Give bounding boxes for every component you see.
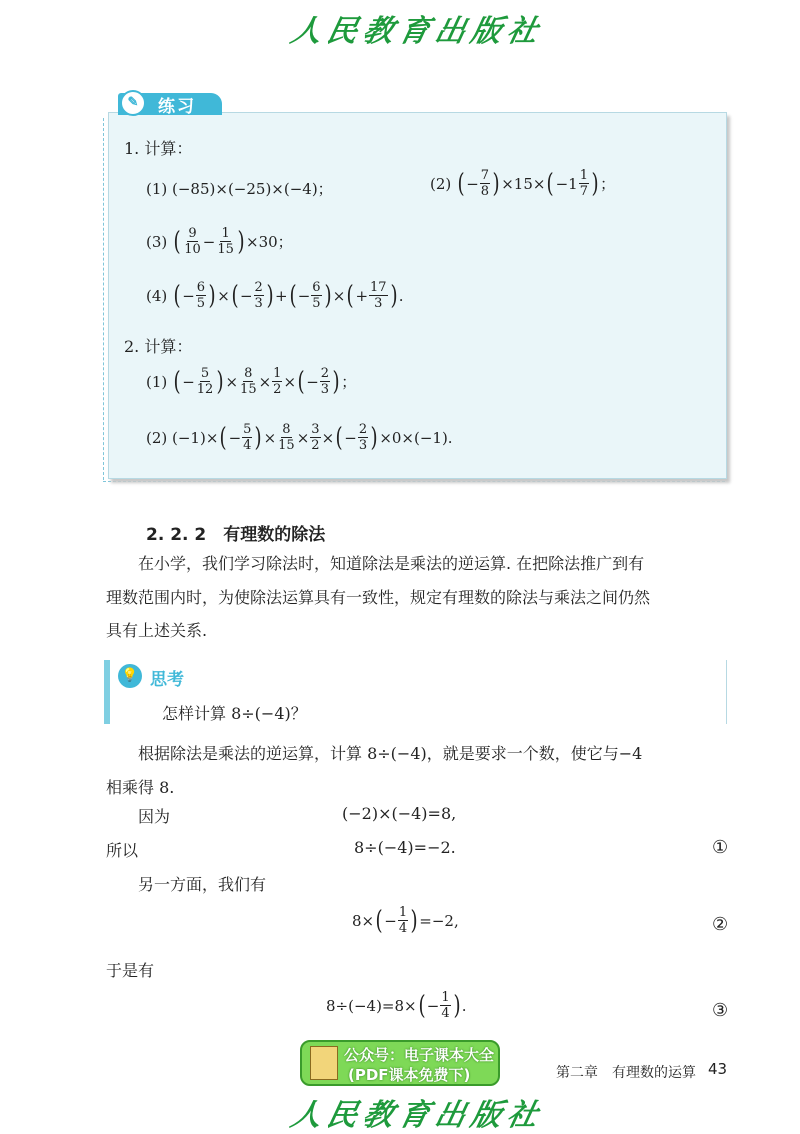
- exercise-title: 练习: [158, 97, 196, 117]
- exercise-q1-part1: (1) (−85)×(−25)×(−4)；: [146, 180, 333, 198]
- body-paragraph-line2: 相乘得 8.: [106, 778, 175, 797]
- exercise-dashed-border-left: [103, 118, 104, 480]
- equation-number-3: ③: [712, 1000, 729, 1021]
- page-number: 43: [708, 1060, 728, 1078]
- body-paragraph-line1: 根据除法是乘法的逆运算，计算 8÷(−4)，就是要求一个数，使它与−4: [138, 744, 643, 763]
- equation-3: 8÷(−4)=8× ( − $\frac{1}{4}$ ) .: [326, 990, 467, 1021]
- equation-2: 8× ( − $\frac{1}{4}$ ) =−2,: [352, 905, 459, 936]
- so-label: 所以: [106, 841, 139, 860]
- so-equation: 8÷(−4)=−2.: [354, 838, 456, 857]
- exercise-q1-part3: (3) ( $\frac{9}{10}$ − $\frac{1}{15}$ ) ×30；: [146, 226, 293, 257]
- exercise-q1-label: 1. 计算：: [124, 139, 193, 158]
- thus-label: 于是有: [106, 961, 155, 980]
- exercise-q2-part1: (1) ( − $\frac{5}{12}$ ) × $\frac{8}{15}$ × $\frac{1}{2}$ × ( − $\frac{2}{3}$ ) ；: [146, 366, 357, 397]
- because-label: 因为: [138, 807, 171, 826]
- section-paragraph-line2: 理数范围内时，为使除法运算具有一致性，规定有理数的除法与乘法之间仍然: [106, 588, 651, 607]
- exercise-q1-part2: (2) ( − $\frac{7}{8}$ ) ×15× ( −1 $\frac{1}{7}$ ) ；: [430, 168, 616, 199]
- publisher-logo-top: 人民教育出版社: [287, 14, 547, 49]
- think-question: 怎样计算 8÷(−4)？: [162, 704, 307, 723]
- think-box-bar: [104, 660, 110, 724]
- section-paragraph-line3: 具有上述关系.: [106, 621, 208, 640]
- exercise-q1-part4: (4) ( − $\frac{6}{5}$ ) × ( − $\frac{2}{3}$ ) + ( − $\frac{6}{5}$ ) × ( + $\frac{17}{3}$ ) .: [146, 280, 404, 311]
- lightbulb-icon: 💡: [118, 664, 142, 688]
- book-icon: [310, 1046, 338, 1080]
- exercise-q2-label: 2. 计算：: [124, 337, 193, 356]
- because-equation: (−2)×(−4)=8,: [342, 804, 457, 823]
- pencil-loop-icon: ✎: [120, 90, 146, 116]
- equation-number-1: ①: [712, 837, 729, 858]
- publisher-logo-bottom: 人民教育出版社: [287, 1098, 547, 1133]
- exercise-dashed-border-bottom: [103, 481, 725, 482]
- watermark-line1: 公众号：电子课本大全: [344, 1046, 495, 1064]
- section-heading: 2. 2. 2 有理数的除法: [146, 525, 326, 545]
- equation-number-2: ②: [712, 914, 729, 935]
- chapter-footer: 第二章 有理数的运算: [556, 1065, 696, 1081]
- section-paragraph-line1: 在小学，我们学习除法时，知道除法是乘法的逆运算. 在把除法推广到有: [138, 554, 645, 573]
- watermark-line2: (PDF课本免费下): [348, 1066, 471, 1084]
- exercise-q2-part2: (2) (−1)× ( − $\frac{5}{4}$ ) × $\frac{8}{15}$ × $\frac{3}{2}$ × ( − $\frac{2}{3}$ ) ×0×(−1).: [146, 422, 453, 453]
- other-hand-text: 另一方面，我们有: [138, 875, 267, 894]
- think-box-right-line: [726, 660, 727, 724]
- think-title: 思考: [150, 670, 184, 690]
